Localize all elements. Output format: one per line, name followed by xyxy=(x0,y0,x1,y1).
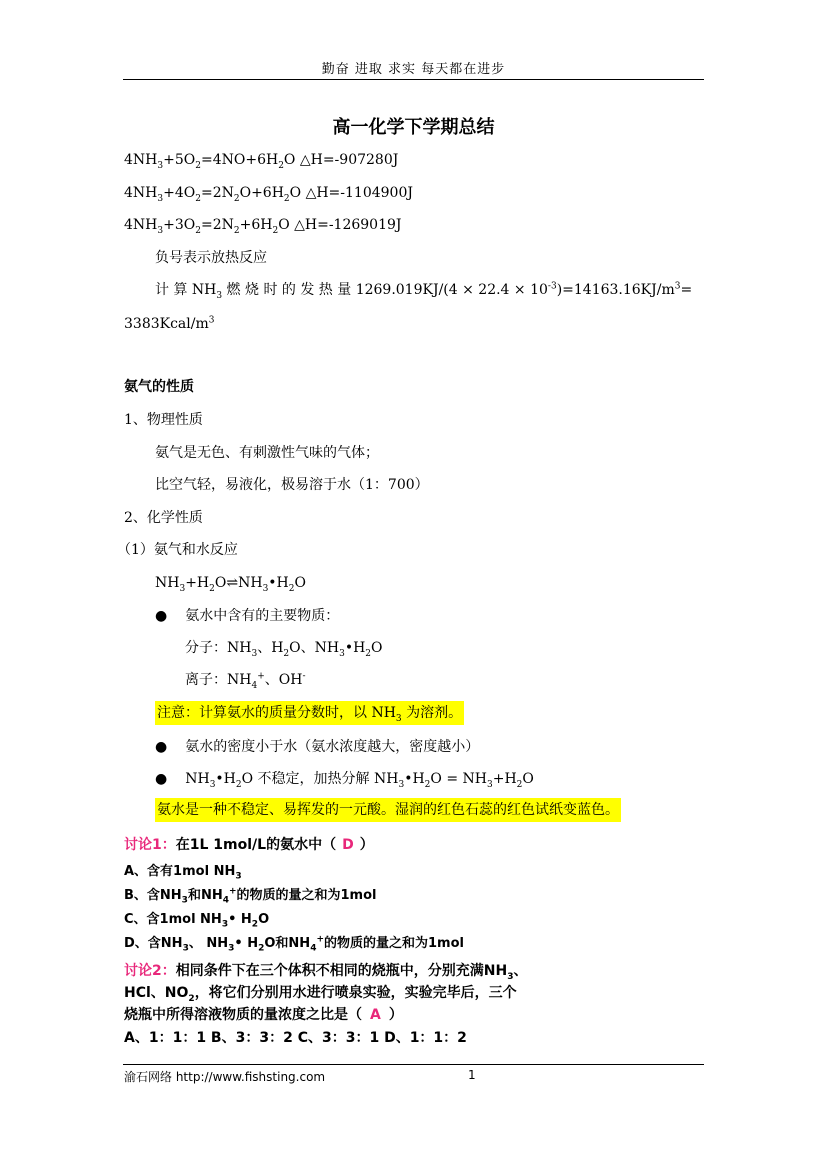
discussion-2-line-1: 讨论2：相同条件下在三个体积不相同的烧瓶中，分别充满$NH_3$、 xyxy=(124,963,528,982)
bullet-2: ● 氨水的密度小于水（氨水浓度越大，密度越小） xyxy=(155,739,480,755)
discussion-1-option-d: D、含$NH_3$、 $NH_3•$ $H_2O$和$NH_4^+$的物质的量之和为1mol xyxy=(124,934,464,954)
chem-sub-1: （1）氨气和水反应 xyxy=(117,542,238,558)
discussion-1-question: 讨论1：在1L 1mol/L的氨水中（ D ） xyxy=(124,837,374,853)
page-header: 勤奋 进取 求实 每天都在进步 xyxy=(321,62,506,77)
calc-line: 计 算 $NH_3$ 燃 烧 时 的 发 热 量 $1269.019KJ/(4 \times 22.4 \times 10^{-3})=14163.16KJ/m^3=$ xyxy=(155,281,693,301)
phys-line-1: 氨气是无色、有刺激性气味的气体； xyxy=(155,445,379,461)
header-rule xyxy=(123,79,704,80)
chem-title: 2、化学性质 xyxy=(124,510,203,526)
ions-line: 离子：$NH_4^+$、OH- xyxy=(185,671,306,691)
note-highlight-2: 氨水是一种不稳定、易挥发的一元酸。湿润的红色石蕊的红色试纸变蓝色。 xyxy=(155,800,621,820)
bullet-dot-icon: ● xyxy=(155,771,168,787)
page-title: 高一化学下学期总结 xyxy=(332,117,495,138)
footer-rule xyxy=(123,1064,704,1065)
phys-line-2: 比空气轻，易液化，极易溶于水（1：700） xyxy=(155,477,429,493)
discussion-2-line-2: HCl、$NO_2$，将它们分别用水进行喷泉实验，实验完毕后，三个 xyxy=(124,985,517,1004)
equation-2: $4NH_3+4O_2=2N_2O+6H_2O$ △H=-1104900J xyxy=(124,185,413,204)
bullet-3: ● $NH_3•H_2O$ 不稳定，加热分解 $NH_3•H_2O = NH_3+H_2O$ xyxy=(155,771,534,790)
reaction-equation: $NH_3+H_2O\rightleftharpoons NH_3•H_2O$ xyxy=(155,575,306,594)
footer-site: 渝石网络 http://www.fishsting.com xyxy=(124,1070,326,1084)
equation-3: $4NH_3+3O_2=2N_2+6H_2O$ △H=-1269019J xyxy=(124,217,402,236)
equation-1: $4NH_3+5O_2=4NO+6H_2O$ △H=-907280J xyxy=(124,152,399,171)
section-title: 氨气的性质 xyxy=(124,379,194,395)
page-number: 1 xyxy=(468,1068,476,1082)
bullet-dot-icon: ● xyxy=(155,608,168,624)
discussion-1-option-a: A、含有1mol $NH_3$ xyxy=(124,864,242,882)
note-highlight-1: 注意：计算氨水的质量分数时，以 $NH_3$ 为溶剂。 xyxy=(155,703,464,723)
molecules-line: 分子：$NH_3$、$H_2O$、$NH_3•H_2O$ xyxy=(185,640,383,659)
discussion-1-option-c: C、含1mol $NH_3•$ $H_2O$ xyxy=(124,912,270,930)
discussion-1-option-b: B、含$NH_3$和$NH_4^+$的物质的量之和为1mol xyxy=(124,886,377,906)
discussion-2-line-3: 烧瓶中所得溶液物质的量浓度之比是（ A ） xyxy=(124,1007,403,1023)
bullet-1: ● 氨水中含有的主要物质： xyxy=(155,608,340,624)
discussion-2-options: A、1：1：1 B、3：3：2 C、3：3：1 D、1：1：2 xyxy=(124,1030,467,1046)
calc-line-2: $3383Kcal/m^3$ xyxy=(124,315,215,332)
bullet-dot-icon: ● xyxy=(155,739,168,755)
phys-title: 1、物理性质 xyxy=(124,412,203,428)
note-negative: 负号表示放热反应 xyxy=(155,250,267,266)
